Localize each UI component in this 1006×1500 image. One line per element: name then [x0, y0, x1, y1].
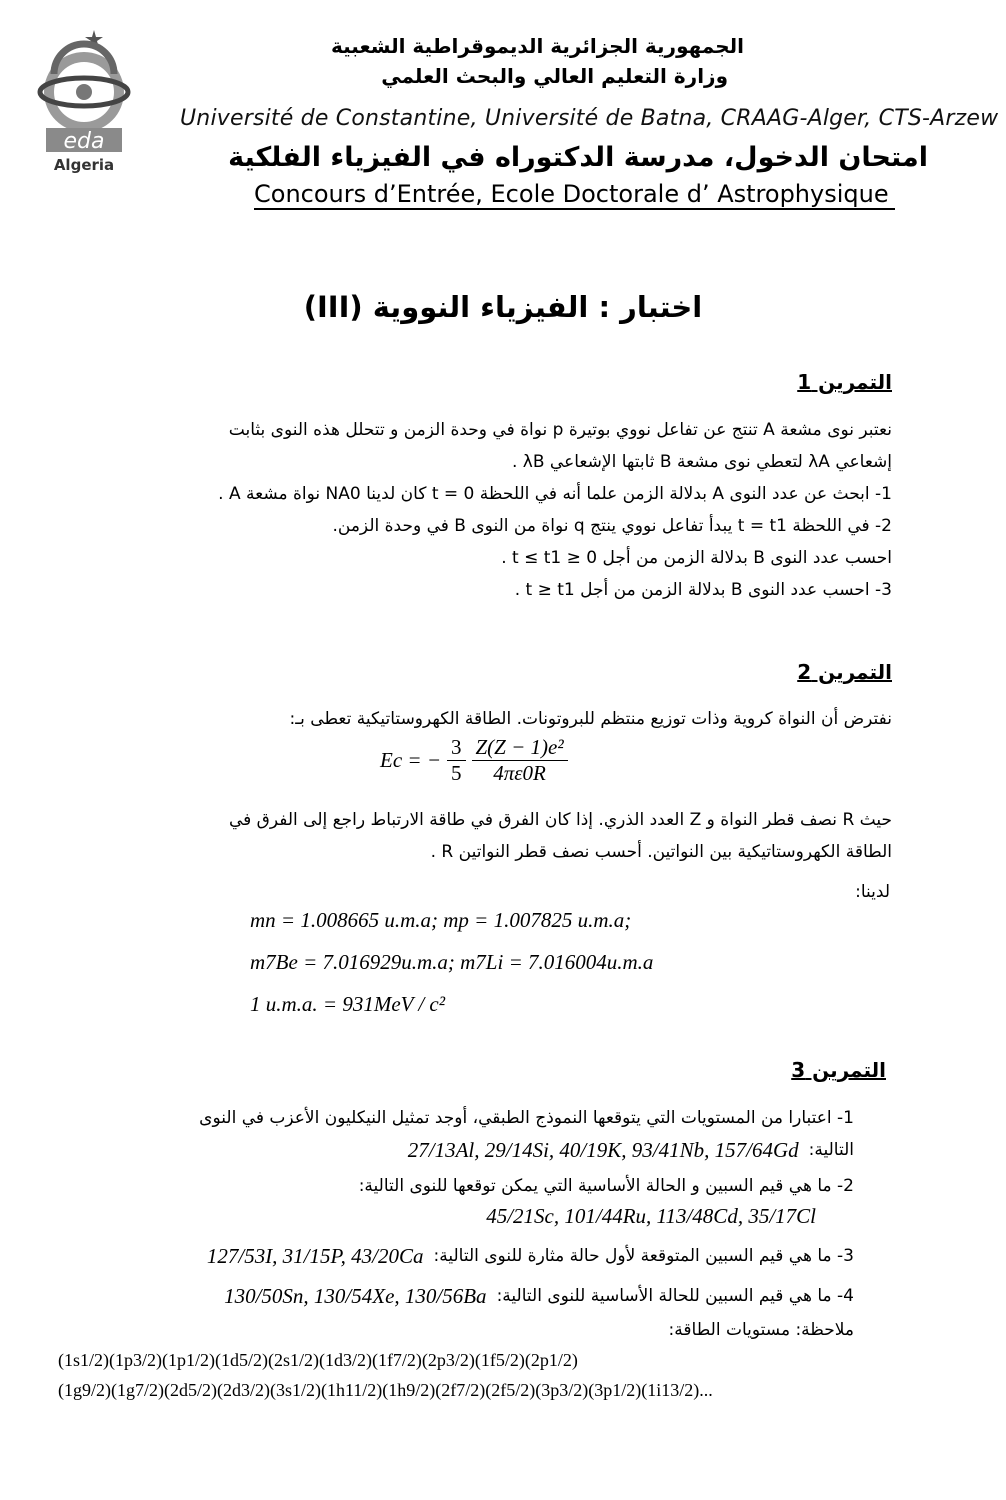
ministry-name: وزارة التعليم العالي والبحث العلمي — [381, 64, 728, 88]
ex3-q2-nuclei: 45/21Sc, 101/44Ru, 113/48Cd, 35/17Cl — [486, 1204, 816, 1228]
ex1-statement — [52, 414, 892, 606]
exam-title-fr: Concours d’Entrée, Ecole Doctorale d’ Astrophysique — [254, 180, 895, 210]
ex1-line1: نعتبر نوى مشعة A تنتج عن تفاعل نووي بوتيرة p نواة في وحدة الزمن و تتحلل هذه النوى بثابت — [228, 420, 892, 440]
ex3-q1-label: التالية: — [808, 1140, 854, 1160]
ex3-q1-nuclei: 27/13Al, 29/14Si, 40/19K, 93/41Nb, 157/64Gd — [407, 1138, 799, 1162]
ex1-q2: 2- في اللحظة t = t1 يبدأ تفاعل نووي ينتج q نواة من النوى B في وحدة الزمن. — [332, 516, 892, 536]
ex3-q4-line — [224, 1280, 854, 1312]
ex2-line2: حيث R نصف قطر النواة و Z العدد الذري. إذا كان الفرق في طاقة الارتباط راجع إلى الفرق في — [228, 810, 892, 830]
ex3-q3-nuclei: 127/53I, 31/15P, 43/20Ca — [206, 1244, 424, 1268]
republic-name: الجمهورية الجزائرية الديموقراطية الشعبية — [331, 34, 744, 58]
ex2-body — [52, 804, 892, 868]
ex3-q4-nuclei: 130/50Sn, 130/54Xe, 130/56Ba — [224, 1284, 487, 1308]
eda-logo-graphic — [36, 28, 132, 176]
page-title-text: اختبار : الفيزياء النووية (III) — [303, 290, 703, 324]
energy-levels-line1: (1s1/2)(1p3/2)(1p1/2)(1d5/2)(2s1/2)(1d3/2)(1f7/2)(2p3/2)(1f5/2)(2p1/2) — [58, 1350, 578, 1370]
eda-logo — [36, 28, 132, 176]
energy-levels-line2: (1g9/2)(1g7/2)(2d5/2)(2d3/2)(3s1/2)(1h11/2)(1h9/2)(2f7/2)(2f5/2)(3p3/2)(3p1/2)(1i13/2)... — [58, 1380, 713, 1400]
universities-line: Université de Constantine, Université de Batna, CRAAG-Alger, CTS-Arzew — [180, 106, 999, 131]
coulomb-energy-equation — [380, 735, 568, 786]
ex2-line3: الطاقة الكهروستاتيكية بين النواتين. أحسب نصف قطر النواتين R . — [430, 842, 892, 862]
eq-fraction-1: $\frac{3}{5}$ — [447, 735, 466, 786]
ex3-q3-text: 3- ما هي قيم السبين المتوقعة لأول حالة مثارة للنوى التالية: — [433, 1246, 854, 1266]
ex3-note: ملاحظة: مستويات الطاقة: — [668, 1320, 854, 1340]
ex3-q3-line — [207, 1240, 854, 1272]
ex3-heading: التمرين 3 — [791, 1058, 886, 1082]
ex2-data-line3: 1 u.m.a. = 931MeV / c² — [250, 992, 446, 1016]
ex1-q2b: احسب عدد النوى B بدلالة الزمن من أجل 0 ≤ t ≤ t1 . — [501, 548, 892, 568]
ex3-q4-text: 4- ما هي قيم السبين للحالة الأساسية للنوى التالية: — [496, 1286, 854, 1306]
svg-text:Algeria: Algeria — [53, 156, 115, 174]
ex1-line2: إشعاعي λA لتعطي نوى مشعة B ثابتها الإشعاعي λB . — [511, 452, 892, 472]
ex3-q1-line2 — [408, 1134, 854, 1166]
ex3-q2-line1: 2- ما هي قيم السبين و الحالة الأساسية التي يمكن توقعها للنوى التالية: — [358, 1176, 854, 1196]
ex2-intro: نفترض أن النواة كروية وذات توزيع منتظم للبروتونات. الطاقة الكهروستاتيكية تعطى بـ: — [289, 709, 892, 729]
ex2-data-line2: m7Be = 7.016929u.m.a; m7Li = 7.016004u.m.a — [250, 950, 654, 974]
ex2-data-line1: mn = 1.008665 u.m.a; mp = 1.007825 u.m.a; — [250, 908, 632, 932]
ex2-given-label: لدينا: — [855, 882, 890, 902]
exam-title-ar: امتحان الدخول، مدرسة الدكتوراه في الفيزياء الفلكية — [228, 142, 928, 173]
ex1-heading: التمرين 1 — [797, 370, 892, 394]
ex1-q3: 3- احسب عدد النوى B بدلالة الزمن من أجل t ≥ t1 . — [514, 580, 892, 600]
eq-fraction-2: $\frac{\text{Z(Z − 1)e²}}{4\pi\varepsilon 0R}$ — [472, 735, 568, 786]
ex3-q1-line1: 1- اعتبارا من المستويات التي يتوقعها النموذج الطبقي، أوجد تمثيل النيكليون الأعزب في النوى — [199, 1108, 854, 1128]
ex2-heading: التمرين 2 — [797, 660, 892, 684]
svg-text:eda: eda — [63, 129, 105, 154]
page-title — [0, 290, 1006, 324]
eq-lhs: Ec = − — [380, 748, 441, 772]
ex1-q1: 1- ابحث عن عدد النوى A بدلالة الزمن علما أنه في اللحظة t = 0 كان لدينا NA0 نواة مشعة A . — [218, 484, 892, 504]
